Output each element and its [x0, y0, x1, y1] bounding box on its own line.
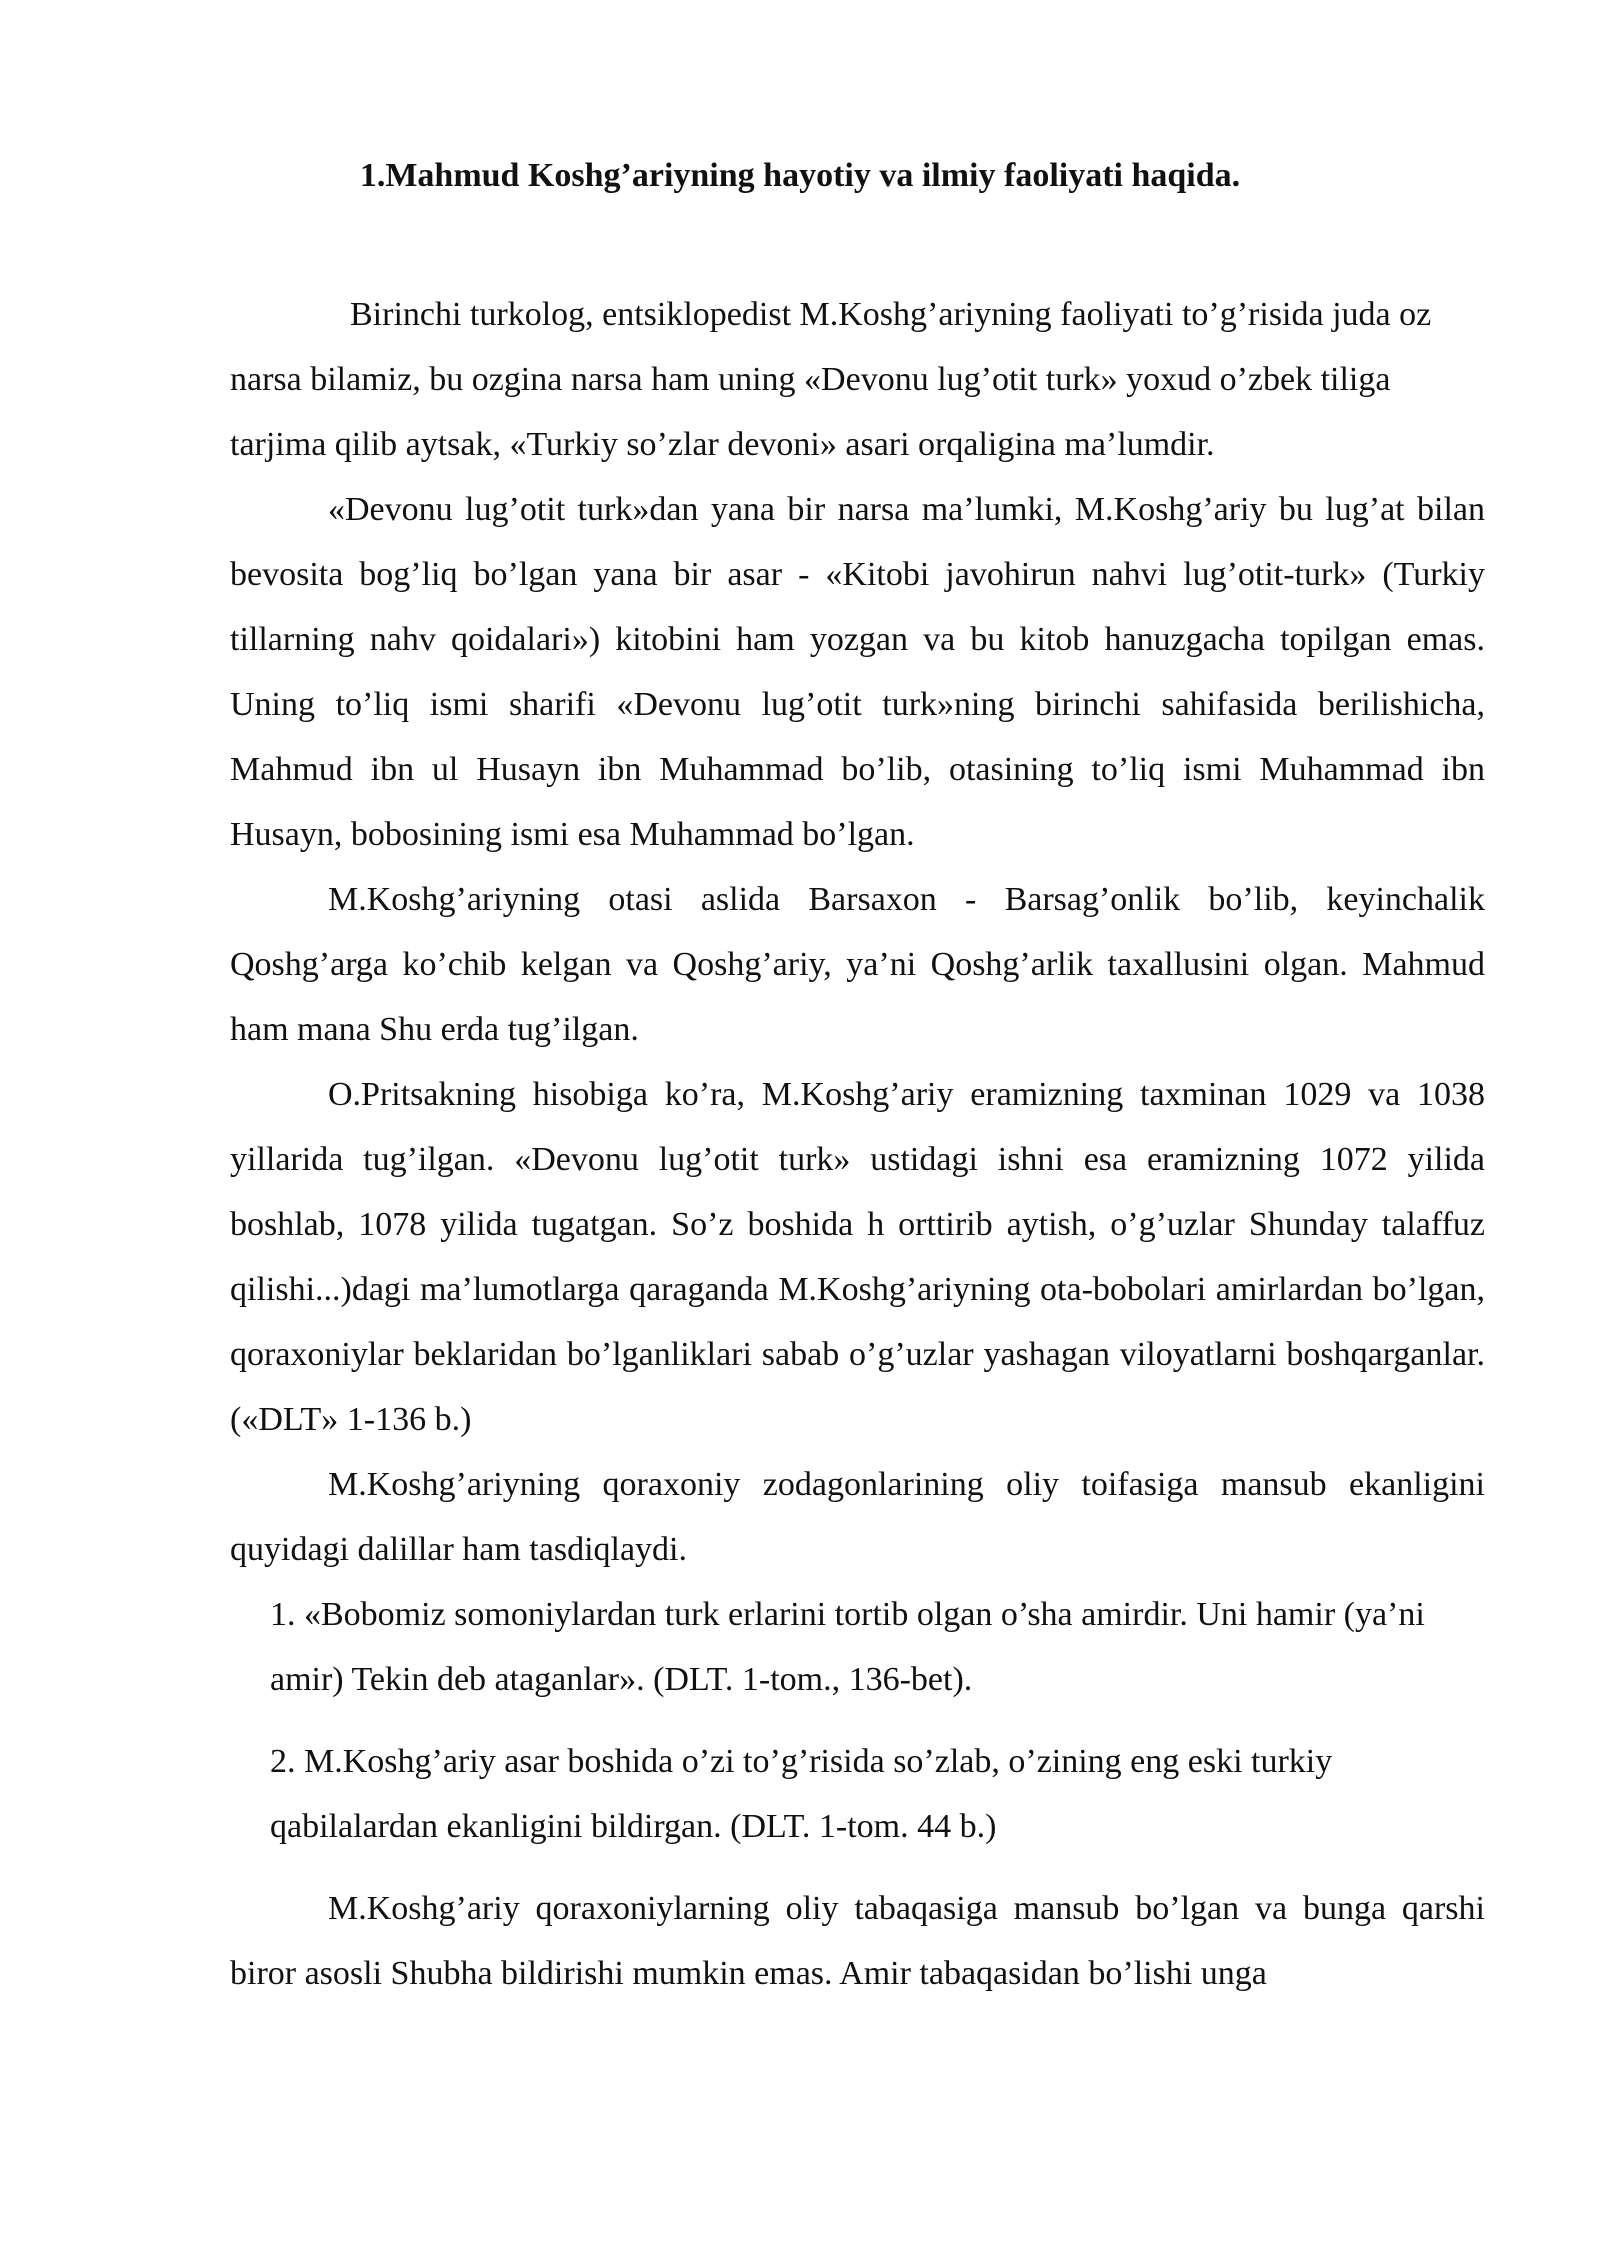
paragraph-pritsak: O.Pritsakning hisobiga ko’ra, M.Koshg’ariy eramizning taxminan 1029 va 1038 yillarida tug’ilgan. «Devonu lug’otit turk» ustidagi ishni esa eramizning 1072 yilida boshlab, 1078 yilida tugatgan. So’z boshida h orttirib aytish, o’g’uzlar Shunday talaffuz qilishi...)dagi ma’lumotlarga qaraganda M.Koshg’ariyning ota-bobolari amirlardan bo’lgan, qoraxoniylar beklaridan bo’lganliklari sabab o’g’uzlar yashagan viloyatlarni boshqarganlar. («DLT» 1-136 b.) [230, 1076, 1485, 1438]
document-title: 1.Mahmud Koshg’ariyning hayotiy va ilmiy faoliyati haqida. [359, 157, 1241, 194]
paragraph-closing: M.Koshg’ariy qoraxoniylarning oliy tabaqasiga mansub bo’lgan va bunga qarshi biror asosli Shubha bildirishi mumkin emas. Amir tabaqasidan bo’lishi unga [230, 1890, 1485, 1992]
paragraph-nobility: M.Koshg’ariyning qoraxoniy zodagonlarining oliy toifasiga mansub ekanligini quyidagi dalillar ham tasdiqlaydi. [230, 1466, 1485, 1568]
paragraph-father: M.Koshg’ariyning otasi aslida Barsaxon - Barsag’onlik bo’lib, keyinchalik Qoshg’arga ko’chib kelgan va Qoshg’ariy, ya’ni Qoshg’arlik taxallusini olgan. Mahmud ham mana Shu erda tug’ilgan. [230, 881, 1485, 1048]
list-item: 1. «Bobomiz somoniylardan turk erlarini tortib olgan o’sha amirdir. Uni hamir (ya’ni amir) Tekin deb ataganlar». (DLT. 1-tom., 136-bet). [270, 1596, 1425, 1698]
list-item: 2. M.Koshg’ariy asar boshida o’zi to’g’risida so’zlab, o’zining eng eski turkiy qabilalardan ekanligini bildirgan. (DLT. 1-tom. 44 b.) [270, 1743, 1333, 1845]
paragraph-devon: «Devonu lug’otit turk»dan yana bir narsa ma’lumki, M.Koshg’ariy bu lug’at bilan bevosita bog’liq bo’lgan yana bir asar - «Kitobi javohirun nahvi lug’otit-turk» (Turkiy tillarning nahv qoidalari») kitobini ham yozgan va bu kitob hanuzgacha topilgan emas. Uning to’liq ismi sharifi «Devonu lug’otit turk»ning birinchi sahifasida berilishicha, Mahmud ibn ul Husayn ibn Muhammad bo’lib, otasining to’liq ismi Muhammad ibn Husayn, bobosining ismi esa Muhammad bo’lgan. [230, 491, 1485, 853]
document-body [230, 282, 1485, 2006]
paragraph-intro: Birinchi turkolog, entsiklopedist M.Koshg’ariyning faoliyati to’g’risida juda oz narsa bilamiz, bu ozgina narsa ham uning «Devonu lug’otit turk» yoxud o’zbek tiliga tarjima qilib aytsak, «Turkiy so’zlar devoni» asari orqaligina ma’lumdir. [230, 296, 1432, 463]
evidence-list [230, 1582, 1485, 1859]
